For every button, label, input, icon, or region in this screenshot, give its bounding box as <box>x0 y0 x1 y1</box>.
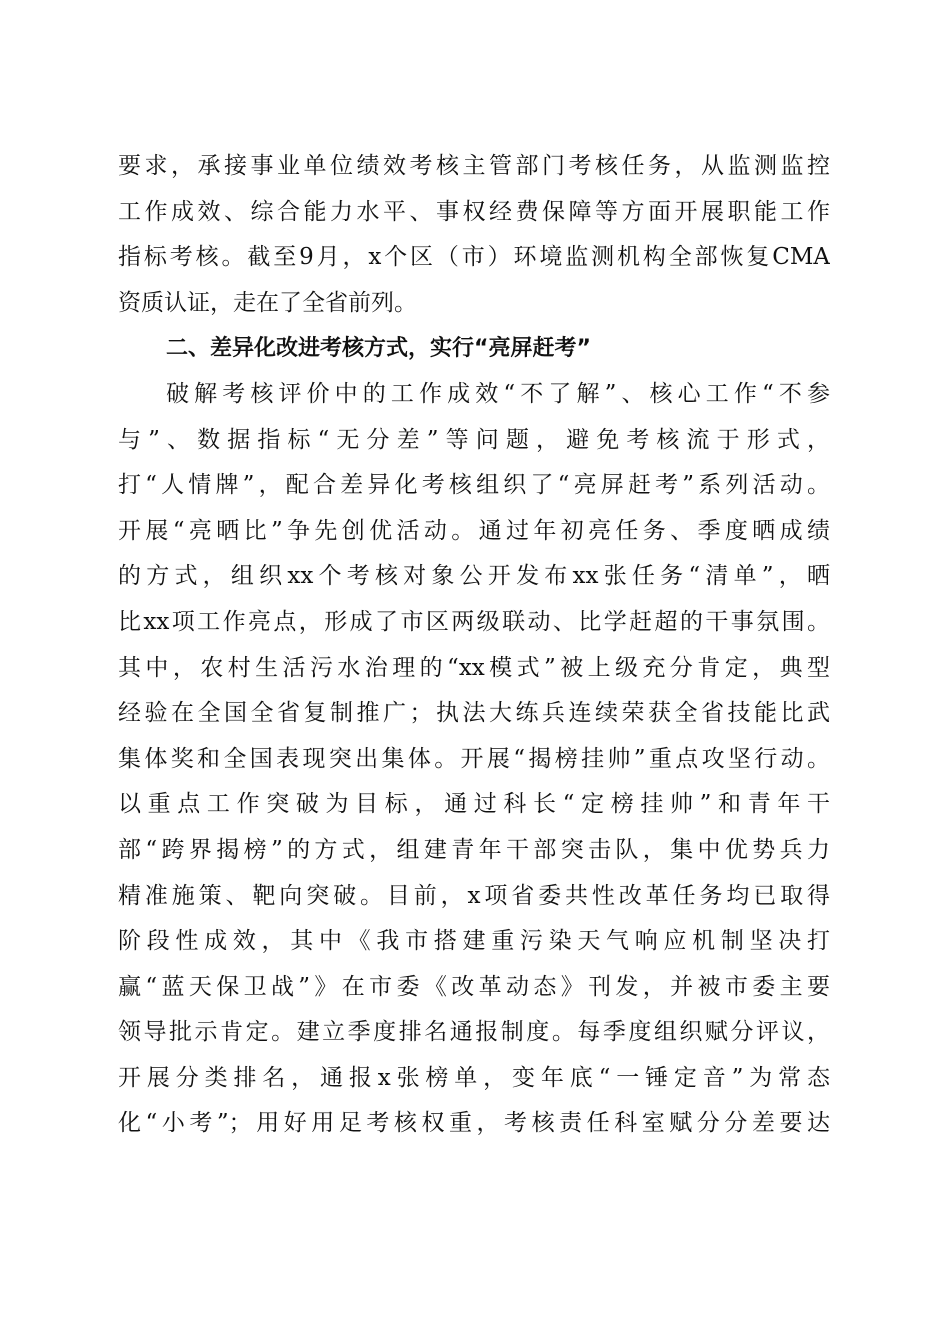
text-line: 经验在全国全省复制推广；执法大练兵连续荣获全省技能比武 <box>118 700 830 727</box>
text-line: 领导批示肯定。建立季度排名通报制度。每季度组织赋分评议， <box>118 1019 830 1046</box>
text-line: 精准施策、靶向突破。目前，x项省委共性改革任务均已取得 <box>118 882 830 909</box>
text-line: 以重点工作突破为目标，通过科长“定榜挂帅”和青年干 <box>118 791 830 818</box>
text-line: 化“小考”；用好用足考核权重，考核责任科室赋分分差要达 <box>118 1110 830 1137</box>
paragraph-2 <box>118 372 830 1147</box>
text-line: 集体奖和全国表现突出集体。开展“揭榜挂帅”重点攻坚行动。 <box>118 745 830 772</box>
text-line: 比xx项工作亮点，形成了市区两级联动、比学赶超的干事氛围。 <box>118 608 830 635</box>
text-line: 赢“蓝天保卫战”》在市委《改革动态》刊发，并被市委主要 <box>118 973 830 1000</box>
text-line: 开展“亮晒比”争先创优活动。通过年初亮任务、季度晒成绩 <box>118 517 830 544</box>
text-line: 要求，承接事业单位绩效考核主管部门考核任务，从监测监控 <box>118 153 830 179</box>
text-line: 指标考核。截至9月，x个区（市）环境监测机构全部恢复CMA <box>118 244 830 271</box>
text-line: 开展分类排名，通报x张榜单，变年底“一锤定音”为常态 <box>118 1064 830 1091</box>
text-line: 打“人情牌”，配合差异化考核组织了“亮屏赶考”系列活动。 <box>118 472 830 499</box>
text-line: 部“跨界揭榜”的方式，组建青年干部突击队，集中优势兵力 <box>118 836 830 863</box>
text-line: 破解考核评价中的工作成效“不了解”、核心工作“不参 <box>166 380 830 407</box>
text-line: 阶段性成效，其中《我市搭建重污染天气响应机制坚决打 <box>118 928 830 955</box>
document-page <box>118 144 830 1147</box>
text-line: 资质认证，走在了全省前列。 <box>118 289 417 316</box>
text-line: 的方式，组织xx个考核对象公开发布xx张任务“清单”，晒 <box>118 563 830 590</box>
section-heading: 二、差异化改进考核方式，实行“亮屏赶考” <box>166 336 591 362</box>
text-line: 与”、数据指标“无分差”等问题，避免考核流于形式， <box>118 426 830 453</box>
text-line: 工作成效、综合能力水平、事权经费保障等方面开展职能工作 <box>118 198 830 225</box>
text-line: 其中，农村生活污水治理的“xx模式”被上级充分肯定，典型 <box>118 654 830 681</box>
paragraph-1 <box>118 144 830 326</box>
